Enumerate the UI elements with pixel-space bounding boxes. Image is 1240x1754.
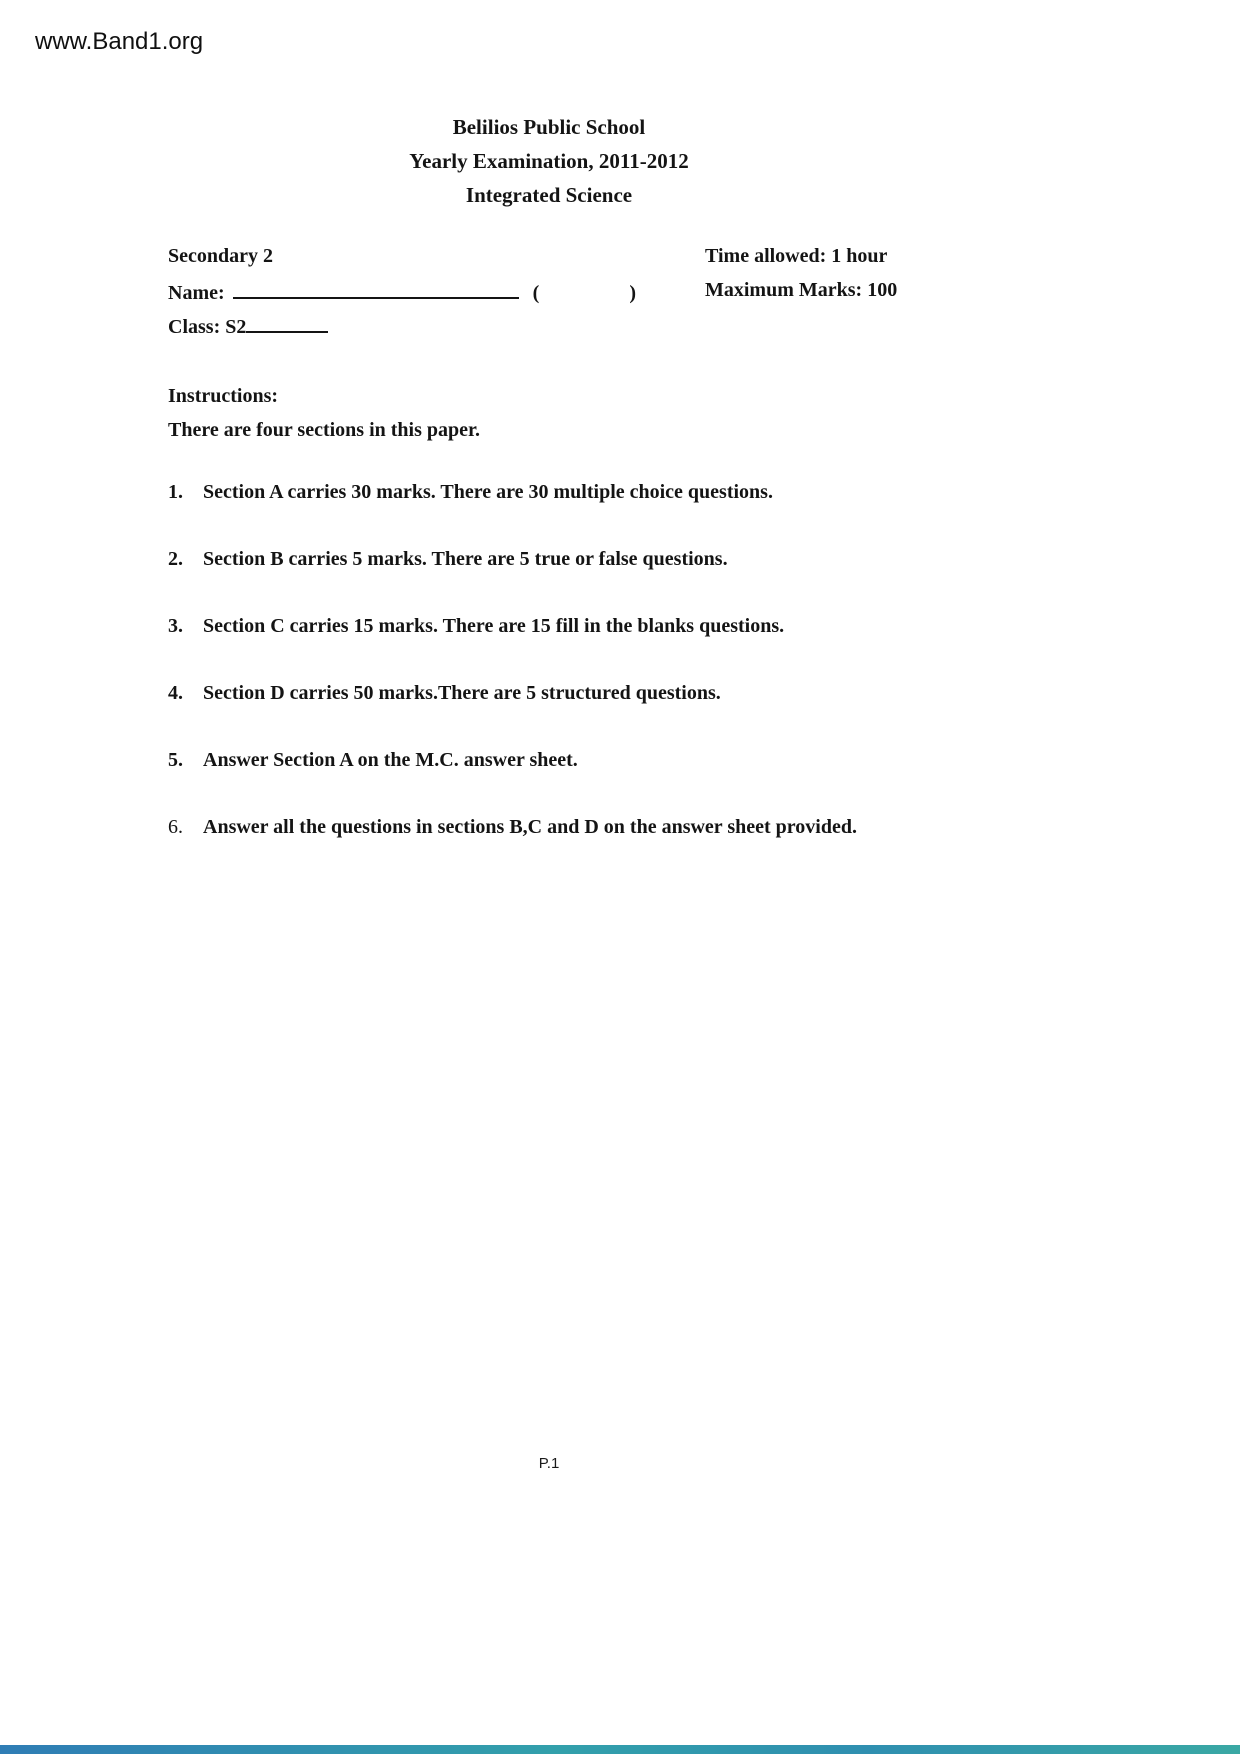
list-item <box>168 815 930 839</box>
instructions-heading-block <box>168 379 480 447</box>
list-item-number: 1. <box>168 481 183 503</box>
instructions-list <box>168 480 930 882</box>
list-item-number: 6. <box>168 816 183 838</box>
max-marks-label: Maximum Marks: 100 <box>705 279 898 301</box>
bottom-color-bar <box>0 1745 1240 1754</box>
list-item <box>168 748 930 772</box>
list-item-text: Section C carries 15 marks. There are 15 fill in the blanks questions. <box>203 615 785 637</box>
list-item-text: Section B carries 5 marks. There are 5 true or false questions. <box>203 548 728 570</box>
instructions-intro: There are four sections in this paper. <box>168 419 481 441</box>
list-item-number: 3. <box>168 615 183 637</box>
list-item <box>168 614 930 638</box>
name-blank-line <box>233 279 519 299</box>
level-label: Secondary 2 <box>168 245 273 267</box>
page-number: P.1 <box>538 1455 560 1472</box>
name-label: Name: <box>168 282 225 304</box>
info-row-level <box>168 245 930 279</box>
info-row-class <box>168 313 930 347</box>
exam-title: Yearly Examination, 2011-2012 <box>409 149 689 173</box>
class-label: Class: S2 <box>168 316 247 338</box>
list-item-number: 4. <box>168 682 183 704</box>
class-blank-line <box>246 313 328 333</box>
candidate-info-block <box>168 245 930 347</box>
list-item-text: Section A carries 30 marks. There are 30 multiple choice questions. <box>203 481 773 503</box>
title-block <box>168 110 930 212</box>
class-number-paren-open: ( <box>532 282 540 304</box>
subject-title: Integrated Science <box>465 183 633 207</box>
list-item-text: Section D carries 50 marks.There are 5 structured questions. <box>203 682 721 704</box>
school-name: Belilios Public School <box>452 115 646 139</box>
list-item-number: 2. <box>168 548 183 570</box>
list-item-text: Answer Section A on the M.C. answer sheet. <box>203 749 578 771</box>
info-row-name <box>168 279 930 313</box>
instructions-heading: Instructions: <box>168 385 279 407</box>
list-item <box>168 547 930 571</box>
list-item <box>168 480 930 504</box>
list-item <box>168 681 930 705</box>
time-allowed-label: Time allowed: 1 hour <box>705 245 888 267</box>
watermark: www.Band1.org <box>35 28 204 55</box>
list-item-text: Answer all the questions in sections B,C and D on the answer sheet provided. <box>203 816 857 838</box>
class-number-paren-close: ) <box>629 282 636 304</box>
list-item-number: 5. <box>168 749 183 771</box>
